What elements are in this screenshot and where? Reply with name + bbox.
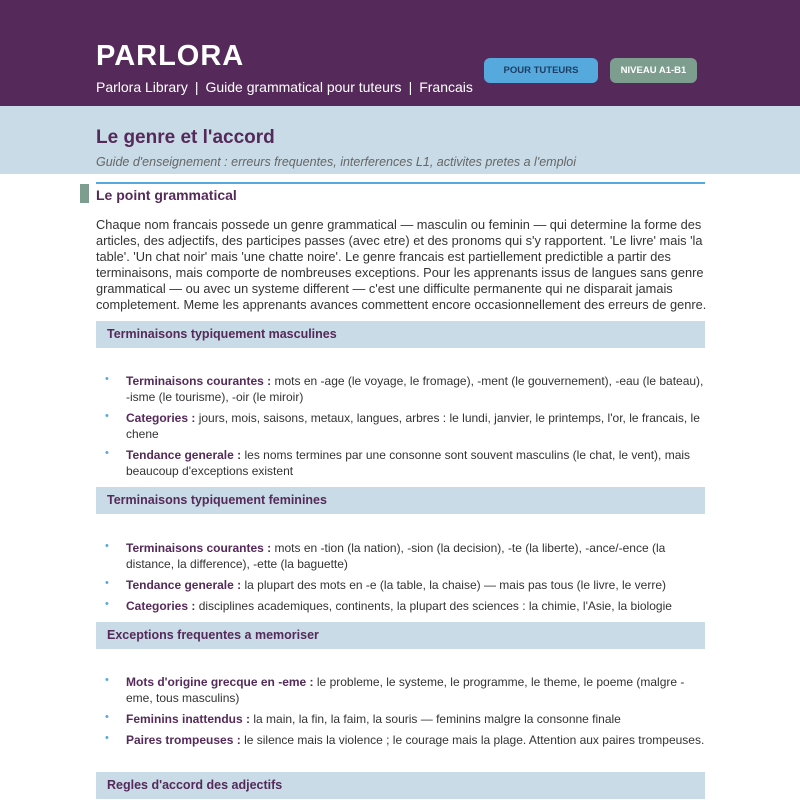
- section-header-masculine: Terminaisons typiquement masculines: [96, 321, 705, 348]
- bullet-icon: •: [105, 674, 109, 686]
- list-item: [105, 447, 705, 479]
- item-text: la plupart des mots en -e (la table, la chaise) — mais pas tous (le livre, le verre): [244, 578, 667, 592]
- page-title: Le genre et l'accord: [96, 127, 275, 148]
- section-header-adjective-agreement: Regles d'accord des adjectifs: [96, 772, 705, 799]
- site-header: [0, 0, 800, 106]
- item-text: jours, mois, saisons, metaux, langues, arbres : le lundi, janvier, le printemps, l'or, le francais, le chene: [126, 411, 700, 441]
- level-badge-button[interactable]: NIVEAU A1-B1: [610, 58, 697, 83]
- breadcrumb-separator: |: [408, 79, 413, 95]
- main-section-heading: [80, 182, 705, 203]
- list-item: [105, 577, 705, 593]
- item-label: Categories :: [126, 411, 196, 425]
- item-label: Feminins inattendus :: [126, 712, 251, 726]
- bullet-icon: •: [105, 540, 109, 552]
- item-label: Mots d'origine grecque en -eme :: [126, 675, 314, 689]
- page-subtitle: Guide d'enseignement : erreurs frequentes, interferences L1, activites pretes a l'emploi: [96, 155, 577, 169]
- item-text: mots en -age (le voyage, le fromage), -ment (le gouvernement), -eau (le bateau), -isme (le tourisme), -oir (le miroir): [126, 374, 704, 404]
- heading-accent-bar: [80, 184, 89, 203]
- bullet-icon: •: [105, 373, 109, 385]
- for-tutors-button[interactable]: POUR TUTEURS: [484, 58, 598, 83]
- bullet-icon: •: [105, 598, 109, 610]
- item-label: Categories :: [126, 599, 196, 613]
- breadcrumb-separator: |: [194, 79, 199, 95]
- section-header-exceptions: Exceptions frequentes a memoriser: [96, 622, 705, 649]
- item-text: les noms termines par une consonne sont souvent masculins (le chat, le vent), mais beaucoup d'exceptions existent: [126, 448, 691, 478]
- item-label: Terminaisons courantes :: [126, 374, 272, 388]
- bullet-icon: •: [105, 410, 109, 422]
- main-section-title: Le point grammatical: [96, 187, 237, 203]
- item-text: le silence mais la violence ; le courage mais la plage. Attention aux paires trompeuses.: [244, 733, 705, 747]
- list-item: [105, 598, 705, 614]
- breadcrumb: [96, 79, 473, 95]
- list-item: [105, 674, 705, 706]
- brand-logo[interactable]: PARLORA: [96, 40, 245, 72]
- heading-rule: [96, 182, 705, 184]
- feminine-endings-list: [105, 540, 705, 619]
- masculine-endings-list: [105, 373, 705, 484]
- breadcrumb-item-guide[interactable]: Guide grammatical pour tuteurs: [205, 79, 402, 95]
- section-header-feminine: Terminaisons typiquement feminines: [96, 487, 705, 514]
- bullet-icon: •: [105, 711, 109, 723]
- item-label: Paires trompeuses :: [126, 733, 241, 747]
- item-text: la main, la fin, la faim, la souris — feminins malgre la consonne finale: [253, 712, 621, 726]
- item-text: disciplines academiques, continents, la plupart des sciences : la chimie, l'Asie, la biologie: [198, 599, 672, 613]
- list-item: [105, 711, 705, 727]
- bullet-icon: •: [105, 577, 109, 589]
- list-item: [105, 540, 705, 572]
- exceptions-list: [105, 674, 705, 753]
- bullet-icon: •: [105, 447, 109, 459]
- item-text: le probleme, le systeme, le programme, le theme, le poeme (malgre -eme, tous masculins): [126, 675, 685, 705]
- list-item: [105, 732, 705, 748]
- item-label: Terminaisons courantes :: [126, 541, 272, 555]
- item-label: Tendance generale :: [126, 578, 242, 592]
- item-label: Tendance generale :: [126, 448, 242, 462]
- intro-paragraph: Chaque nom francais possede un genre grammatical — masculin ou feminin — qui determine la forme des articles, des adjectifs, des participes passes (avec etre) et des pronoms qui s'y rapportent. 'Le livre' mais 'la table'. 'Un chat noir' mais 'une chatte noire'. Le genre francais est partiellement predictible a partir des terminaisons, mais comporte de nombreuses exceptions. Pour les apprenants issus de langues sans genre grammatical — ou avec un systeme different — c'est une difficulte permanente qui ne disparait jamais completement. Meme les apprenants avances commettent encore occasionnellement des erreurs de genre.: [96, 217, 707, 312]
- breadcrumb-item-library[interactable]: Parlora Library: [96, 79, 188, 95]
- list-item: [105, 373, 705, 405]
- bullet-icon: •: [105, 732, 109, 744]
- breadcrumb-item-language[interactable]: Francais: [419, 79, 473, 95]
- list-item: [105, 410, 705, 442]
- item-text: mots en -tion (la nation), -sion (la decision), -te (la liberte), -ance/-ence (la distance, la difference), -ette (la baguette): [126, 541, 666, 571]
